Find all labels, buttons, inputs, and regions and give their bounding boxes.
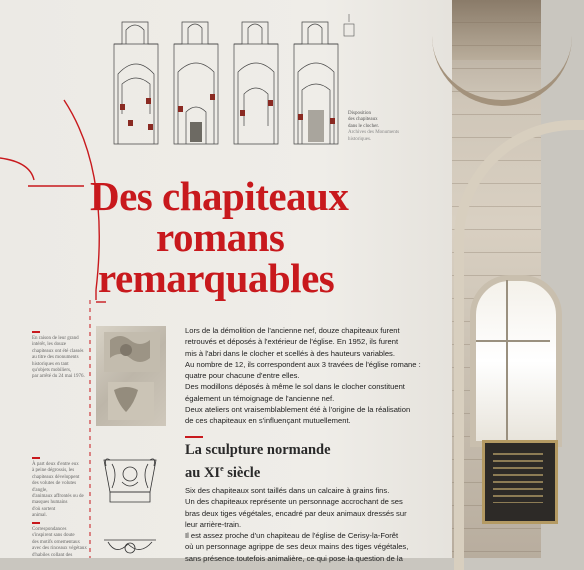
- side-note-line: Correspondances: [32, 527, 67, 532]
- diagram-caption-line: Disposition: [348, 111, 372, 116]
- section-heading: [185, 442, 331, 482]
- side-note-line: intérêt, les douze: [32, 342, 67, 348]
- side-note-line: s'inspirent sans doute: [32, 533, 75, 539]
- paragraph-line: quatre pour chacune d'entre elles.: [185, 371, 300, 381]
- paragraph-line: mis à l'abri dans le clocher et scellés à des hauteurs variables.: [185, 348, 395, 358]
- paragraph-line: Deux ateliers ont vraisemblablement été à l'origine de la réalisation: [185, 405, 411, 415]
- paragraph-line: Au nombre de 12, ils correspondent aux 3 travées de l'église romane :: [185, 359, 421, 369]
- side-note-1: [32, 336, 92, 381]
- side-note-line: À part deux d'entre eux: [32, 462, 79, 467]
- paragraph-line: Lors de la démolition de l'ancienne nef, douze chapiteaux furent: [185, 326, 400, 335]
- side-note-line: masques humains: [32, 500, 68, 506]
- red-decorative-lines: [0, 140, 120, 340]
- paragraph-line: également un témoignage de l'ancienne nef.: [185, 393, 335, 403]
- church-window: [470, 275, 562, 447]
- capital-drawing-2: [96, 530, 164, 560]
- window-transom: [476, 340, 550, 342]
- side-note-line: animal.: [32, 513, 47, 519]
- side-note-line: à peine dégrossis, les: [32, 468, 75, 474]
- red-arrow-line: [28, 176, 88, 196]
- side-note-line: avec des rinceaux végétaux: [32, 546, 87, 552]
- paragraph-demolition: [185, 325, 450, 427]
- diagram-caption-source: Archives des Monuments historiques.: [348, 130, 400, 142]
- paragraph-line: Six des chapiteaux sont taillés dans un calcaire à grains fins.: [185, 486, 390, 495]
- diagram-caption-line: des chapiteaux: [348, 117, 378, 123]
- bell-tower-elevation-drawings: [108, 14, 348, 150]
- side-note-line: par arrêté du 24 mai 1976.: [32, 374, 85, 380]
- paragraph-line: Il est assez proche d'un chapiteau de l'église de Cerisy-la-Forêt: [185, 531, 399, 541]
- side-note-line: d'où sortent: [32, 506, 56, 512]
- paragraph-line: bras deux tiges végétales, encadré par deux animaux dressés sur: [185, 508, 407, 518]
- side-note-line: chapiteaux ont été classés: [32, 348, 84, 354]
- note-marker: [32, 457, 40, 459]
- capital-photo: [96, 326, 166, 426]
- paragraph-line: retrouvés et déposés à l'extérieur de l'église. En 1952, ils furent: [185, 337, 399, 347]
- paragraph-line: Des modillons déposés à même le sol dans le clocher constituent: [185, 382, 405, 392]
- paragraph-sculpture: [185, 485, 450, 564]
- side-note-line: historiques en tant: [32, 361, 69, 367]
- heading-marker: [185, 436, 203, 438]
- side-note-line: chapiteaux développent: [32, 474, 80, 480]
- side-note-line: des motifs ornementaux: [32, 539, 81, 545]
- capital-drawing: [96, 452, 164, 524]
- side-note-line: d'habiles collant des: [32, 552, 73, 558]
- paragraph-line: leur arrière-train.: [185, 519, 242, 529]
- section-heading-line-2: [185, 460, 331, 482]
- side-note-2: [32, 462, 92, 520]
- capital-photo-image: [96, 326, 166, 426]
- section-heading-line-1: La sculpture normande: [185, 442, 331, 458]
- church-interior-photo: [452, 0, 541, 558]
- note-marker: [32, 331, 40, 333]
- side-note-line: d'animaux affrontés ou de: [32, 494, 84, 500]
- page-title-line-2: romans: [156, 214, 285, 260]
- note-marker: [32, 522, 40, 524]
- side-note-line: qu'objets mobiliers,: [32, 368, 72, 374]
- paragraph-line: Un des chapiteaux représente un personnage accrochant de ses: [185, 497, 403, 507]
- side-note-line: des volutes de volutes d'angle,: [32, 481, 77, 493]
- capital-drawing-2-image: [96, 530, 164, 560]
- heading-suffix: siècle: [223, 464, 261, 481]
- heading-prefix: au XI: [185, 464, 221, 481]
- window-mullion: [506, 280, 508, 440]
- paragraph-line: de ces chapiteaux en s'influençant mutuellement.: [185, 416, 351, 426]
- diagram-caption: [348, 111, 408, 143]
- diagram-caption-line: dans le clocher.: [348, 123, 379, 129]
- page-title-line-3: remarquables: [98, 255, 335, 301]
- page-title-line-1: Des chapiteaux: [90, 173, 349, 219]
- side-note-line: au titre des monuments: [32, 355, 79, 361]
- paragraph-line: sans présence toutefois animalière, ce qui pose la question de la: [185, 553, 403, 563]
- paragraph-line: où un personnage agrippe de ses deux mains des tiges végétales,: [185, 542, 409, 552]
- memorial-plaque: [482, 440, 558, 524]
- side-note-3: [32, 527, 92, 559]
- side-note-line: En raison de leur grand: [32, 336, 79, 341]
- capital-drawing-image: [96, 452, 164, 524]
- heading-superscript: e: [220, 463, 224, 473]
